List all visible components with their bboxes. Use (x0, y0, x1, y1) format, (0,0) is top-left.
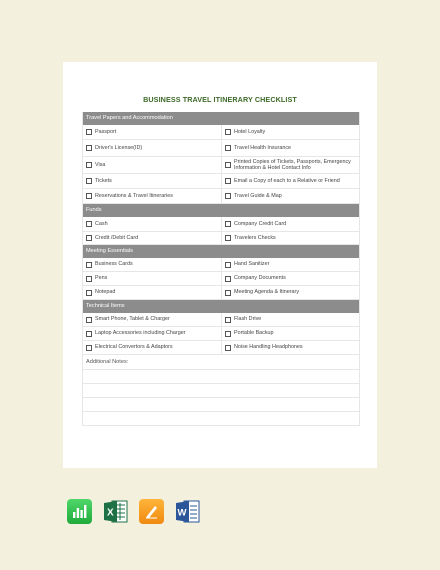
checklist-item (83, 140, 221, 156)
word-icon[interactable] (175, 499, 200, 524)
checklist-item-label: Notepad (95, 289, 116, 296)
checklist-row (83, 258, 359, 272)
checklist-item-label: Meeting Agenda & Itinerary (234, 289, 300, 296)
additional-notes-label: Additional Notes: (83, 355, 359, 370)
checkbox[interactable] (225, 331, 231, 337)
checklist-item-label: Laptop Accessories including Charger (95, 330, 186, 337)
checklist-item-label: Driver's License(ID) (95, 144, 143, 151)
checklist-item (83, 272, 221, 285)
checklist-row (83, 157, 359, 174)
checklist-item (221, 341, 359, 354)
checklist-item (221, 232, 359, 244)
svg-text:X: X (107, 507, 114, 519)
checklist-item (83, 327, 221, 340)
checklist-row (83, 140, 359, 157)
checklist-item-label: Travel Health Insurance (234, 144, 292, 151)
notes-line[interactable] (83, 384, 359, 398)
checkbox[interactable] (86, 235, 92, 241)
checkbox[interactable] (86, 178, 92, 184)
checklist-item-label: Travelers Checks (234, 234, 276, 241)
section-header: Travel Papers and Accommodation (83, 112, 359, 125)
checkbox[interactable] (225, 178, 231, 184)
checklist-row (83, 272, 359, 286)
checklist-item-label: Hotel Loyalty (234, 128, 266, 135)
checklist-item-label: Electrical Convertors & Adaptors (95, 344, 173, 351)
checklist-item (221, 140, 359, 156)
document-title: BUSINESS TRAVEL ITINERARY CHECKLIST (143, 95, 297, 104)
checklist-item-label: Company Documents (234, 275, 286, 282)
checklist-item (83, 174, 221, 188)
checklist-row (83, 189, 359, 204)
checkbox[interactable] (225, 145, 231, 151)
checklist-item (221, 189, 359, 203)
checkbox[interactable] (225, 276, 231, 282)
pages-icon[interactable] (139, 499, 164, 524)
checkbox[interactable] (86, 345, 92, 351)
checkbox[interactable] (86, 162, 92, 168)
checkbox[interactable] (225, 221, 231, 227)
section-header: Funds (83, 204, 359, 217)
document-page (63, 62, 377, 468)
checkbox[interactable] (86, 193, 92, 199)
notes-line[interactable] (83, 370, 359, 384)
checklist-item-label: Portable Backup (234, 330, 274, 337)
app-icons-bar (67, 499, 200, 524)
checkbox[interactable] (86, 221, 92, 227)
checkbox[interactable] (86, 145, 92, 151)
checklist-item-label: Tickets (95, 177, 112, 184)
checkbox[interactable] (225, 193, 231, 199)
checkbox[interactable] (86, 129, 92, 135)
checklist-row (83, 217, 359, 232)
section-header: Meeting Essentials (83, 245, 359, 258)
checkbox[interactable] (86, 317, 92, 323)
excel-icon[interactable] (103, 499, 128, 524)
checklist-item-label: Passport (95, 128, 117, 135)
checklist-item-label: Smart Phone, Tablet & Charger (95, 316, 170, 323)
notes-line[interactable] (83, 398, 359, 412)
checklist-item (83, 341, 221, 354)
checklist-item-label: Travel Guide & Map (234, 192, 282, 199)
checklist-row (83, 125, 359, 140)
checklist-item-label: Visa (95, 161, 106, 168)
checklist-item-label: Email a Copy of each to a Relative or Friend (234, 177, 340, 184)
checklist-item (221, 217, 359, 231)
checkbox[interactable] (225, 162, 231, 168)
checkbox[interactable] (225, 345, 231, 351)
checkbox[interactable] (86, 331, 92, 337)
notes-line[interactable] (83, 412, 359, 426)
checklist-item-label: Hand Sanitizer (234, 261, 270, 268)
checkbox[interactable] (225, 129, 231, 135)
checklist-item-label: Reservations & Travel Itineraries (95, 192, 173, 199)
checkbox[interactable] (225, 290, 231, 296)
checklist-row (83, 232, 359, 245)
checklist-item (83, 313, 221, 326)
checklist-item-label: Noise Handling Headphones (234, 344, 303, 351)
checklist-item (221, 327, 359, 340)
checklist-item (83, 157, 221, 173)
checklist-item (221, 286, 359, 299)
checklist-row (83, 327, 359, 341)
checkbox[interactable] (86, 276, 92, 282)
checklist-item (221, 125, 359, 139)
checklist-item (83, 217, 221, 231)
checklist-item-label: Flash Drive (234, 316, 262, 323)
checklist-item (221, 313, 359, 326)
checklist-item (83, 232, 221, 244)
checklist-item (83, 286, 221, 299)
checklist-item-label: Cash (95, 220, 108, 227)
checklist-item (221, 174, 359, 188)
checklist-item-label: Business Cards (95, 261, 133, 268)
checkbox[interactable] (86, 262, 92, 268)
checklist-item (83, 125, 221, 139)
checklist-row (83, 313, 359, 327)
checkbox[interactable] (225, 262, 231, 268)
numbers-icon[interactable] (67, 499, 92, 524)
checklist-item-label: Credit /Debit Card (95, 234, 139, 241)
checklist-row (83, 174, 359, 189)
section-header: Technical Items (83, 300, 359, 313)
checklist-item-label: Company Credit Card (234, 220, 287, 227)
checkbox[interactable] (225, 317, 231, 323)
checklist-item (221, 272, 359, 285)
checklist-row (83, 286, 359, 300)
checkbox[interactable] (225, 235, 231, 241)
checklist-item (83, 189, 221, 203)
checklist-item (221, 157, 359, 173)
checklist-item (83, 258, 221, 271)
checkbox[interactable] (86, 290, 92, 296)
checklist-table (82, 112, 360, 426)
checklist-item-label: Printed Copies of Tickets, Passports, Emergency Information & Hotel Contact Info (234, 158, 351, 171)
checklist-item-label: Pens (95, 275, 108, 282)
svg-text:W: W (177, 507, 187, 519)
checklist-item (221, 258, 359, 271)
checklist-row (83, 341, 359, 355)
